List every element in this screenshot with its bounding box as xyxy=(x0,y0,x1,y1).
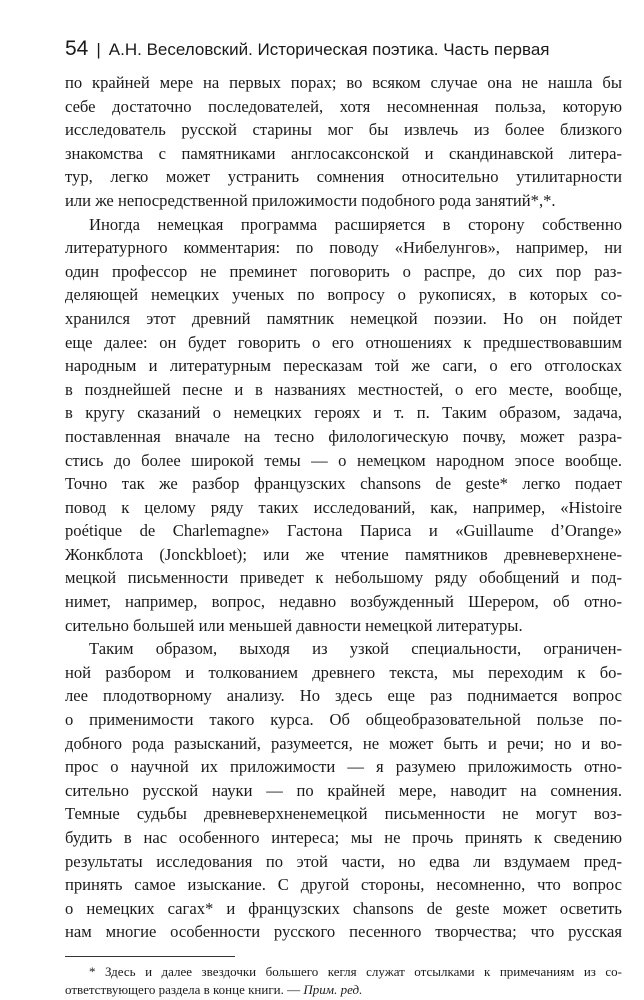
text-line: сительно большей или меньшей давности немецкой литературы. xyxy=(65,615,523,635)
text-line: результаты исследования по этой части, но едва ли вздумаем пред- xyxy=(65,851,622,871)
text-line: Точно так же разбор французских chansons de geste* легко подает xyxy=(65,474,622,494)
text-line: poétique de Charlemagne» Гастона Париса и «Guillaume d’Orange» xyxy=(65,521,622,541)
text-line: сительно русской науки — по крайней мере, наводит на сомнения. xyxy=(65,780,622,800)
text-line: или же непосредственной приложимости подобного рода занятий*,*. xyxy=(65,190,556,210)
editor-note: Прим. ред. xyxy=(303,981,363,997)
text-line: знакомства с памятниками англосаксонской и скандинавской литера- xyxy=(65,143,622,163)
text-line: по крайней мере на первых порах; во всяком случае она не нашла бы xyxy=(65,73,622,92)
footnote-text: ответствующего раздела в конце книги. — xyxy=(65,981,301,997)
footnote xyxy=(65,963,622,999)
text-line: нам многие особенности русского песенного творчества; что русская xyxy=(65,922,622,942)
text-line: в позднейшей песне и в названиях местностей, о его месте, вообще, xyxy=(65,379,622,399)
text-line: прос о научной их приложимости — я разумею приложимость отно- xyxy=(65,757,622,777)
text-line: еще далее: он будет говорить о его отношениях к предшествовавшим xyxy=(65,332,622,352)
text-line: себе достаточно последователей, хотя несомненная польза, которую xyxy=(65,96,622,116)
text-line: о немецких сагах* и французских chansons de geste может осветить xyxy=(65,898,622,918)
text-line: стись до более широкой темы — о немецком народном эпосе вообще. xyxy=(65,450,622,470)
page-number: 54 xyxy=(65,37,89,60)
text-line: добного рода разысканий, разумеется, не может быть и речи; но и во- xyxy=(65,733,622,753)
text-line: Темные судьбы древневерхненемецкой письменности не могут воз- xyxy=(65,804,622,824)
text-line: повод к целому ряду таких исследований, как, например, «Histoire xyxy=(65,497,622,517)
text-line: Иногда немецкая программа расширяется в сторону собственно xyxy=(89,214,622,234)
text-line: в кругу сказаний о немецких героях и т. п. Таким образом, задача, xyxy=(65,403,622,423)
paragraph xyxy=(65,71,622,213)
text-line: деляющей немецких ученых по вопросу о рукописях, в которых со- xyxy=(65,285,622,305)
paragraph xyxy=(65,213,622,638)
running-title: А.Н. Веселовский. Историческая поэтика. Часть первая xyxy=(108,40,550,59)
text-line: один профессор не преминет поговорить о распре, до сих пор раз- xyxy=(65,261,622,281)
paragraph xyxy=(65,637,622,944)
header-separator: | xyxy=(96,40,101,59)
text-line: о применимости такого курса. Об общеобразовательной пользе по- xyxy=(65,710,622,730)
footnote-rule xyxy=(65,956,235,957)
text-line: будить в нас особенного интереса; мы не прочь принять к сведению xyxy=(65,828,622,847)
text-line: Таким образом, выходя из узкой специальности, ограничен- xyxy=(89,639,622,659)
text-line: мецкой письменности приведет к небольшому ряду обобщений и под- xyxy=(65,568,622,588)
text-line: хранился этот древний памятник немецкой поэзии. Но он пойдет xyxy=(65,308,622,328)
text-line: принять самое изыскание. С другой стороны, несомненно, что вопрос xyxy=(65,875,622,895)
text-line: Жонкблота (Jonckbloet); или же чтение памятников древневерхнене- xyxy=(65,544,622,564)
text-line: исследователь русской старины мог бы извлечь из более близкого xyxy=(65,120,622,140)
body-text xyxy=(65,71,622,944)
text-line: лее плодотворному анализу. Но здесь еще раз поднимается вопрос xyxy=(65,686,622,706)
text-line: поставленная вначале на тесно филологическую почву, может разра- xyxy=(65,426,622,446)
text-line: литературного комментария: по поводу «Нибелунгов», например, ни xyxy=(65,238,622,258)
text-line: тур, легко может устранить сомнения относительно утилитарности xyxy=(65,167,622,187)
running-header xyxy=(65,38,622,61)
text-line: народным и литературным пересказам той же саги, о его отголосках xyxy=(65,356,622,376)
footnote-line xyxy=(65,981,622,999)
footnote-text: * Здесь и далее звездочки большего кегля служат отсылками к примечаниям из со- xyxy=(89,963,622,979)
text-line: нимет, например, вопрос, недавно возбужденный Шерером, об отно- xyxy=(65,592,622,612)
text-line: ной разбором и толкованием древнего текста, мы переходим к бо- xyxy=(65,662,622,682)
footnote-line xyxy=(65,963,622,981)
